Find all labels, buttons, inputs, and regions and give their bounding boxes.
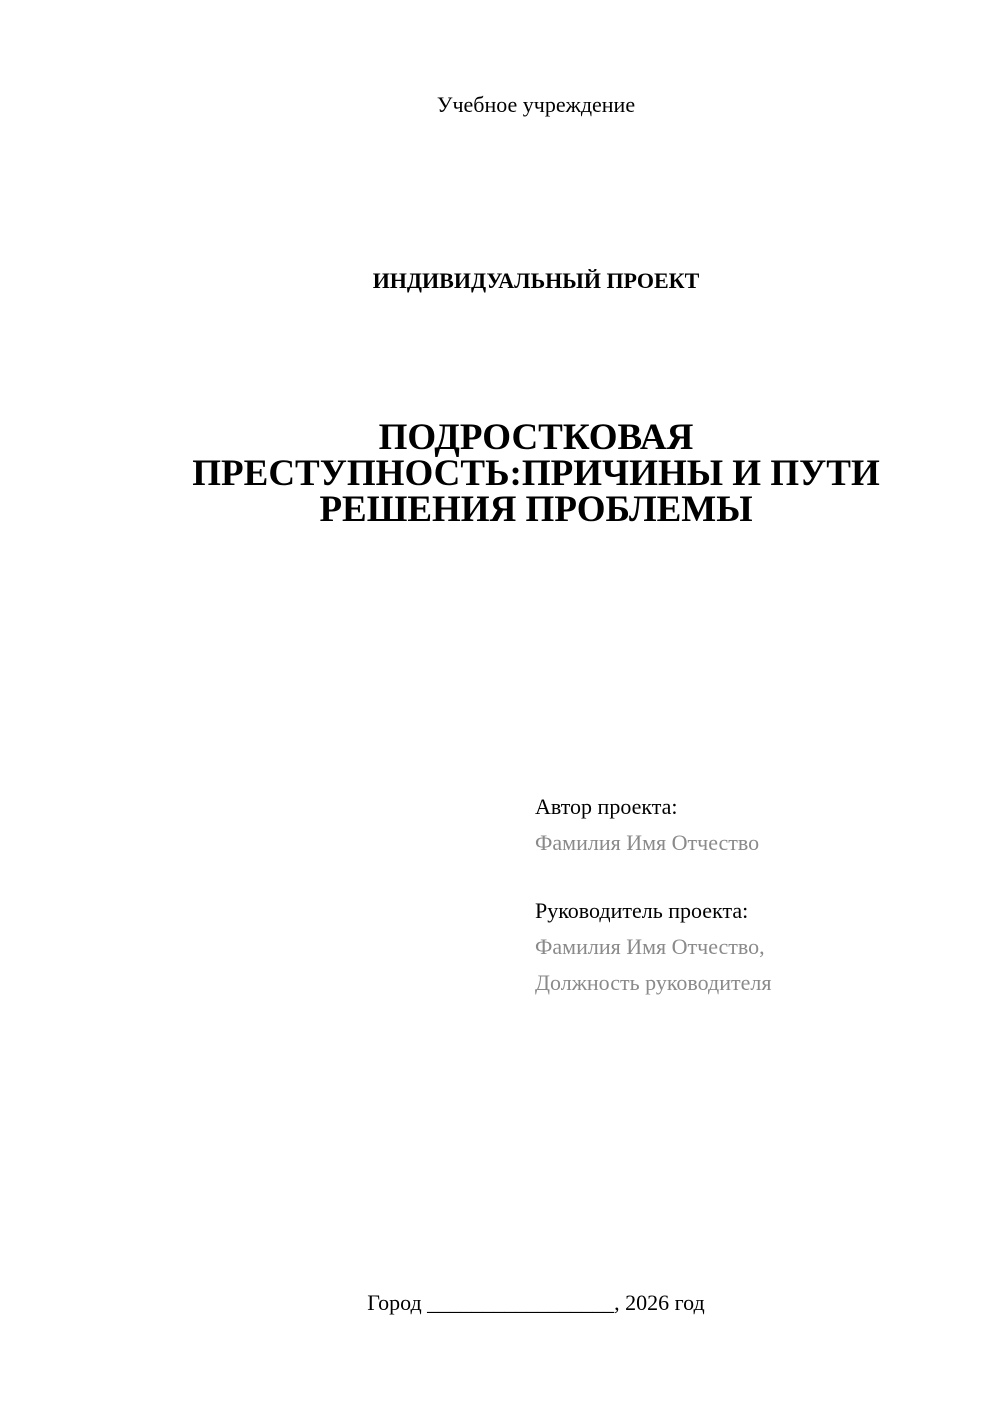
project-title-line-3: РЕШЕНИЯ ПРОБЛЕМЫ [319,489,753,530]
city-year-footer: Город _________________, 2026 год [367,1290,705,1315]
supervisor-position-placeholder: Должность руководителя [535,970,772,995]
project-title-line-1: ПОДРОСТКОВАЯ [378,417,694,458]
author-label: Автор проекта: [535,794,678,819]
project-type-heading: ИНДИВИДУАЛЬНЫЙ ПРОЕКТ [372,268,700,293]
supervisor-block [535,893,771,1001]
supervisor-label: Руководитель проекта: [535,898,749,923]
author-name-placeholder: Фамилия Имя Отчество [535,830,760,855]
author-block [535,789,759,861]
institution-name: Учебное учреждение [436,92,636,117]
supervisor-name-placeholder: Фамилия Имя Отчество, [535,934,765,959]
project-title-line-2: ПРЕСТУПНОСТЬ:ПРИЧИНЫ И ПУТИ [192,453,880,494]
project-title [120,417,952,530]
